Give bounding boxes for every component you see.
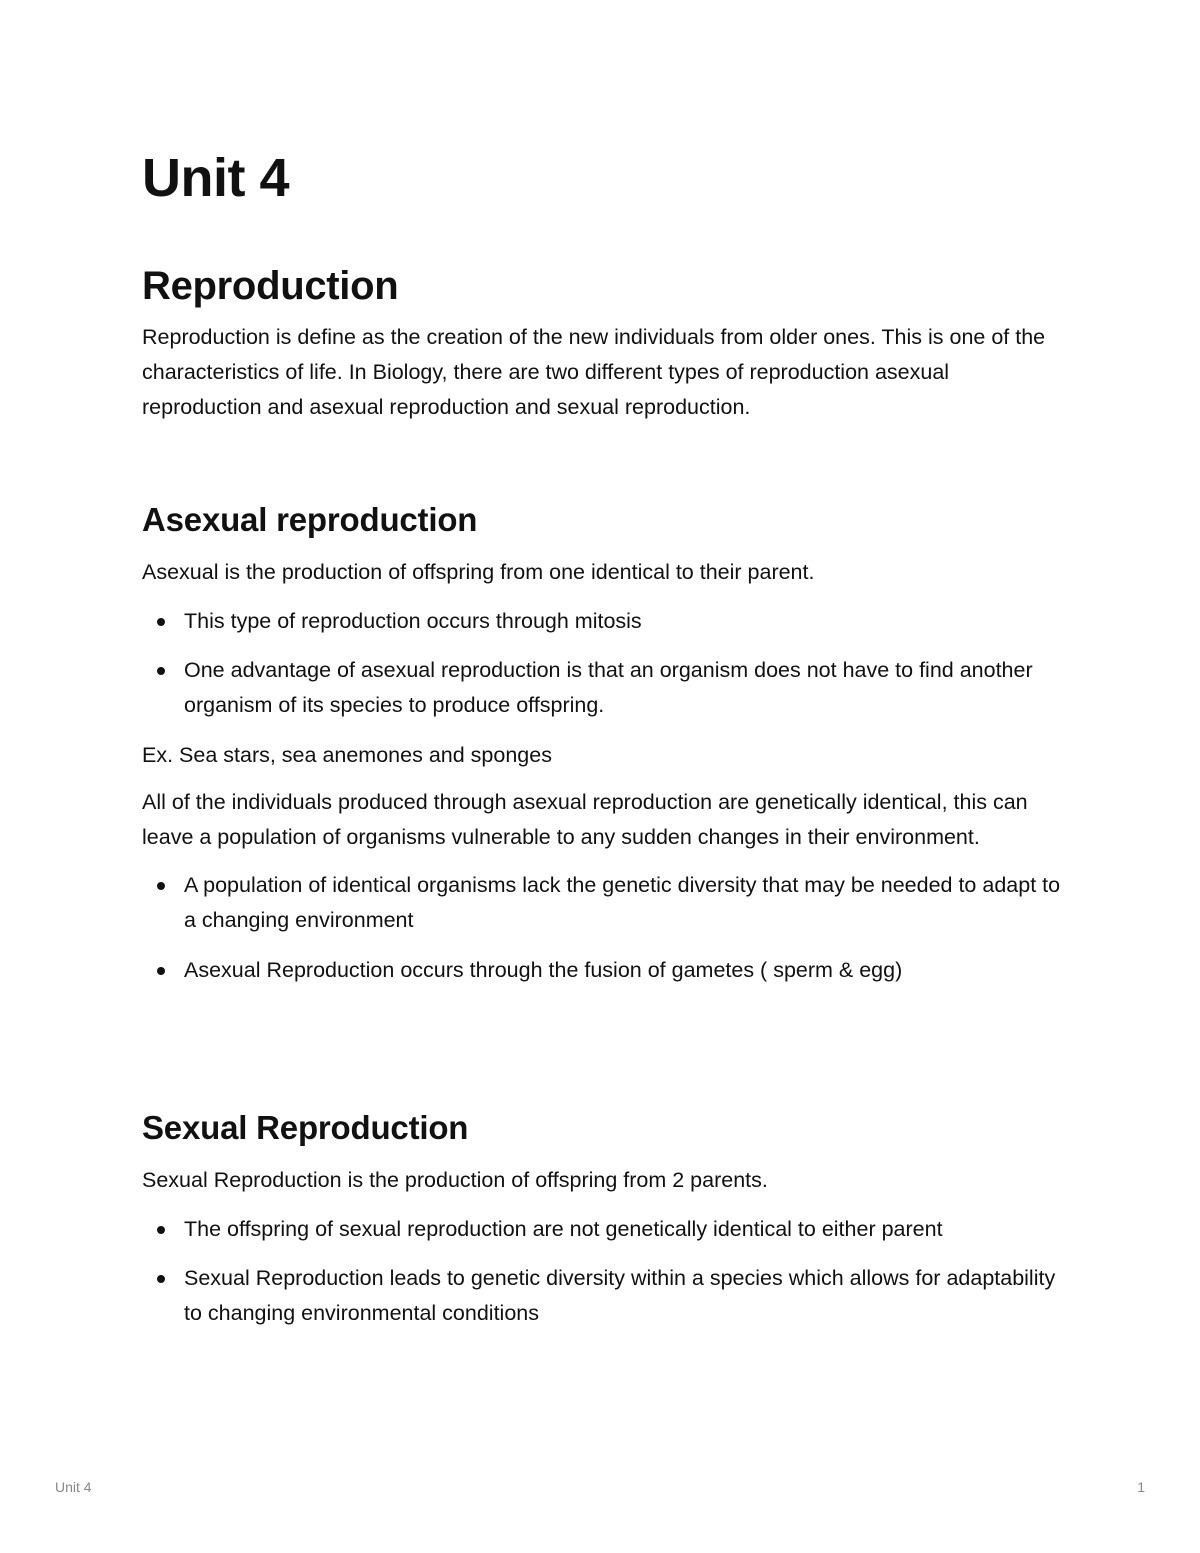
list-item	[142, 868, 1062, 938]
list-item	[142, 604, 1062, 639]
list-item	[142, 953, 1062, 988]
list-item	[142, 653, 1062, 723]
section-reproduction	[142, 262, 1062, 425]
list-item-text: One advantage of asexual reproduction is that an organism does not have to find another organism of its species to produce offspring.	[184, 658, 1033, 717]
bullet-dot-icon	[157, 667, 165, 675]
sexual-bullet-list	[142, 1212, 1062, 1331]
bullet-dot-icon	[157, 1226, 165, 1234]
bullet-dot-icon	[157, 618, 165, 626]
list-item-text: A population of identical organisms lack the genetic diversity that may be needed to adapt to a changing environment	[184, 873, 1061, 932]
section-asexual	[142, 499, 1062, 988]
page-title: Unit 4	[142, 148, 290, 208]
bullet-dot-icon	[157, 1275, 165, 1283]
list-item	[142, 1261, 1062, 1331]
footer-page-number: 1	[1137, 1479, 1145, 1495]
section-heading-reproduction: Reproduction	[142, 264, 399, 308]
list-item-text: Sexual Reproduction leads to genetic diversity within a species which allows for adaptability to changing environmental conditions	[184, 1266, 1056, 1325]
asexual-bullet-list-2	[142, 868, 1062, 988]
list-item-text: Asexual Reproduction occurs through the fusion of gametes ( sperm & egg)	[184, 958, 903, 982]
sexual-intro: Sexual Reproduction is the production of offspring from 2 parents.	[142, 1168, 768, 1192]
section-heading-asexual: Asexual reproduction	[142, 501, 478, 538]
bullet-dot-icon	[157, 967, 165, 975]
bullet-dot-icon	[157, 882, 165, 890]
list-item	[142, 1212, 1062, 1247]
section-heading-sexual: Sexual Reproduction	[142, 1109, 469, 1146]
list-item-text: The offspring of sexual reproduction are not genetically identical to either parent	[184, 1217, 943, 1241]
list-item-text: This type of reproduction occurs through mitosis	[184, 609, 642, 633]
asexual-bullet-list-1	[142, 604, 1062, 723]
footer-label: Unit 4	[55, 1479, 92, 1495]
section-sexual	[142, 1107, 1062, 1331]
asexual-example: Ex. Sea stars, sea anemones and sponges	[142, 743, 552, 767]
asexual-paragraph: All of the individuals produced through asexual reproduction are genetically identical, this can leave a population of organisms vulnerable to any sudden changes in their environment.	[142, 790, 1028, 849]
asexual-intro: Asexual is the production of offspring from one identical to their parent.	[142, 560, 815, 584]
reproduction-paragraph: Reproduction is define as the creation of the new individuals from older ones. This is one of the characteristics of life. In Biology, there are two different types of reproduction asexual reproduction and asexual reproduction and sexual reproduction.	[142, 325, 1046, 419]
